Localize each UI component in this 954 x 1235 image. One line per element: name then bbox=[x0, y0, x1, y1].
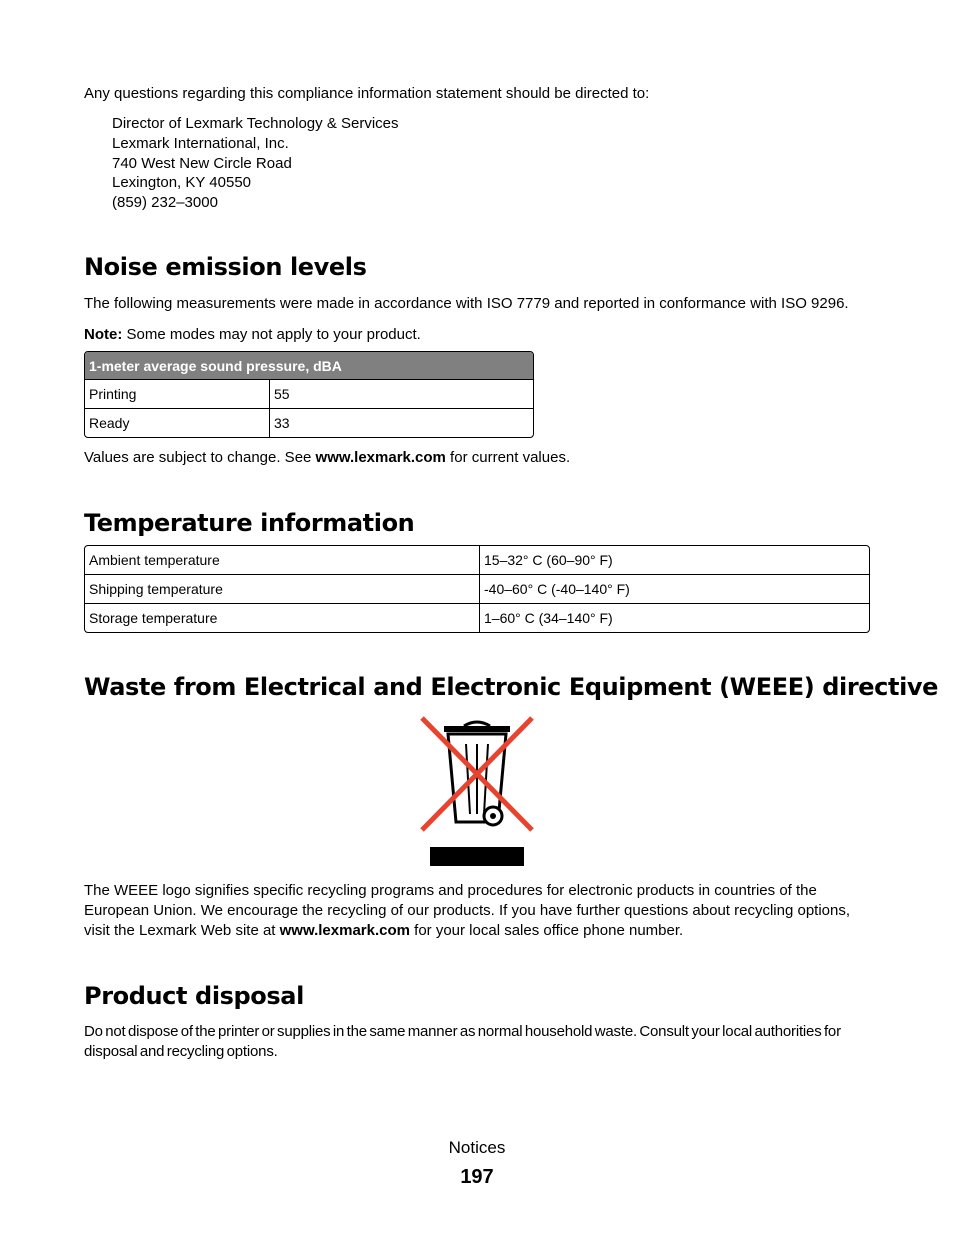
footer-section: Notices bbox=[448, 1138, 506, 1157]
compliance-intro: Any questions regarding this compliance information statement should be directed to: bbox=[84, 85, 650, 102]
address-line: Director of Lexmark Technology & Services bbox=[112, 115, 399, 132]
footnote-text: for current values. bbox=[445, 449, 571, 466]
address-line: Lexington, KY 40550 bbox=[112, 174, 252, 192]
table-cell-label: Ambient temperature bbox=[85, 546, 480, 575]
weee-body bbox=[84, 881, 874, 941]
address-line: (859) 232–3000 bbox=[112, 194, 218, 212]
table-cell-value: 1–60° C (34–140° F) bbox=[484, 610, 613, 626]
footnote-text: Values are subject to change. See bbox=[84, 449, 316, 466]
noise-note bbox=[84, 325, 874, 345]
noise-heading: Noise emission levels bbox=[84, 253, 367, 281]
table-row bbox=[85, 380, 533, 409]
table-cell-label: Shipping temperature bbox=[85, 575, 480, 604]
note-label: Note: bbox=[84, 326, 123, 343]
lexmark-link[interactable]: www.lexmark.com bbox=[315, 449, 446, 466]
table-cell-value: -40–60° C (-40–140° F) bbox=[480, 575, 869, 604]
address-line: Lexmark International, Inc. bbox=[112, 134, 289, 152]
page-number: 197 bbox=[460, 1166, 494, 1188]
table-cell-value: 33 bbox=[274, 415, 290, 431]
note-text: Some modes may not apply to your product. bbox=[122, 326, 421, 343]
address-line: 740 West New Circle Road bbox=[112, 154, 292, 172]
noise-table-header: 1-meter average sound pressure, dBA bbox=[85, 352, 533, 380]
table-row bbox=[85, 409, 533, 437]
weee-body-text: for your local sales office phone number. bbox=[409, 922, 684, 939]
table-cell-label: Printing bbox=[85, 380, 270, 409]
temperature-heading: Temperature information bbox=[84, 509, 415, 537]
disposal-body: Do not dispose of the printer or supplies in the same manner as normal household waste. Consult your local authorities for disposal and recycling options. bbox=[84, 1023, 841, 1060]
table-cell-value: 55 bbox=[270, 380, 533, 409]
temperature-table bbox=[84, 545, 870, 633]
noise-table bbox=[84, 351, 534, 438]
lexmark-link[interactable]: www.lexmark.com bbox=[279, 922, 410, 939]
noise-body: The following measurements were made in accordance with ISO 7779 and reported in conformance with ISO 9296. bbox=[84, 295, 849, 312]
noise-footnote bbox=[84, 448, 874, 468]
weee-heading: Waste from Electrical and Electronic Equipment (WEEE) directive bbox=[84, 673, 939, 701]
disposal-heading: Product disposal bbox=[84, 982, 304, 1010]
crossed-out-wheeled-bin-icon bbox=[418, 716, 536, 868]
table-row bbox=[85, 604, 869, 632]
table-cell-value: 15–32° C (60–90° F) bbox=[480, 546, 869, 575]
weee-body-text: The WEEE logo signifies specific recycling programs and procedures for electronic products in countries of the European Union. We encourage the recycling of our products. If you have further questions about recycling options, visit the Lexmark Web site at bbox=[84, 882, 851, 939]
compliance-address bbox=[112, 114, 399, 213]
table-row bbox=[85, 546, 869, 575]
table-cell-label: Storage temperature bbox=[85, 604, 480, 632]
table-row bbox=[85, 575, 869, 604]
table-cell-label: Ready bbox=[85, 409, 270, 437]
